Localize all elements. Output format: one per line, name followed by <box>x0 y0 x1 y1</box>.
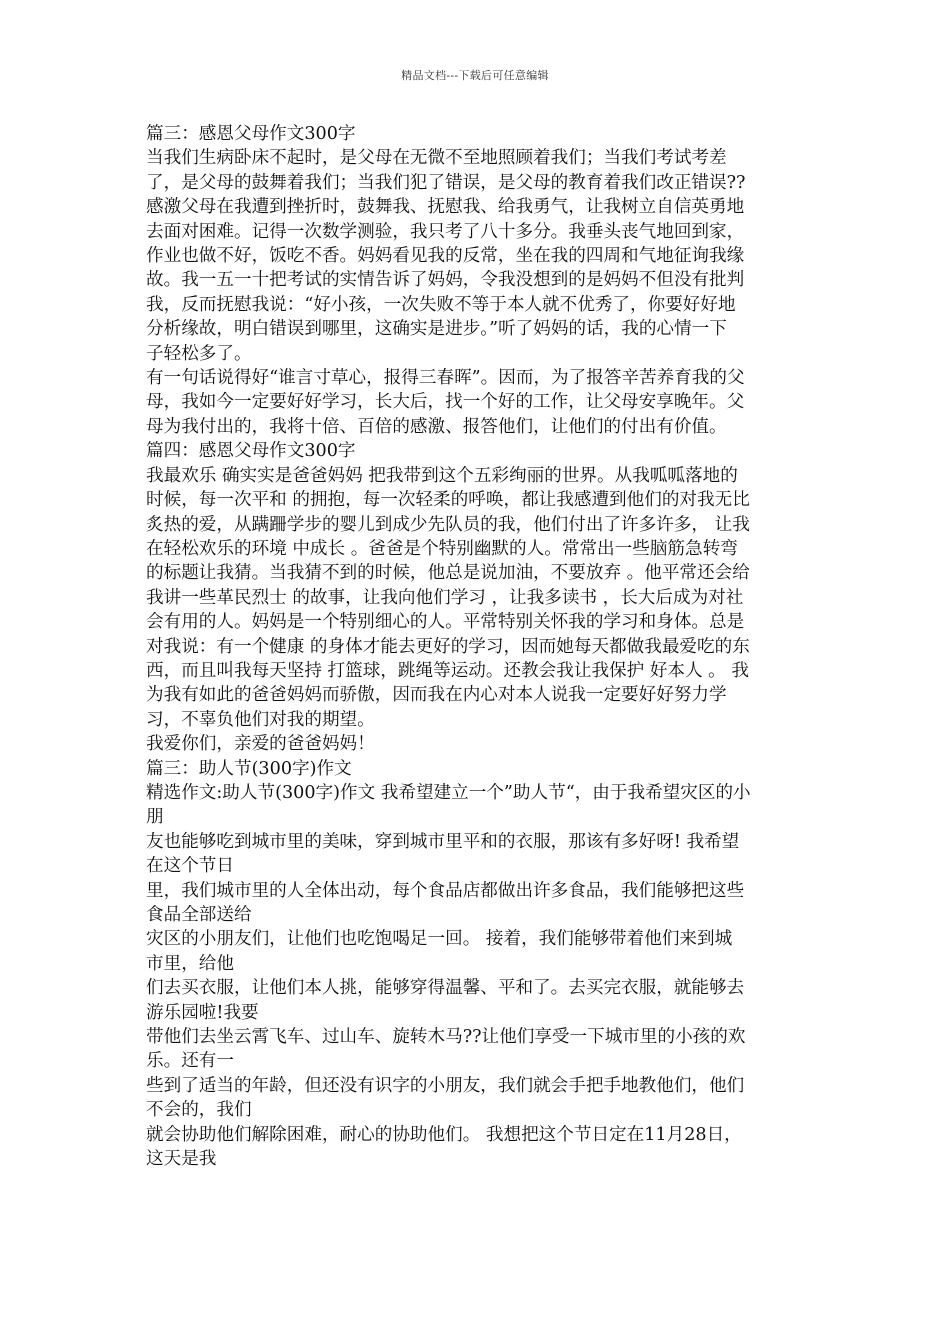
text-line: 子轻松多了。 <box>146 343 252 364</box>
text-line: 些到了适当的年龄，但还没有识字的小朋友，我们就会手把手地教他们，他们 <box>146 1075 745 1096</box>
text-line: 的标题让我猜。当我猜不到的时候，他总是说加油，不要放弃 。他平常还会给 <box>146 563 750 584</box>
text-line: 为我有如此的爸爸妈妈而骄傲，因而我在内心对本人说我一定要好好努力学 <box>146 685 727 706</box>
text-line: 时候，每一次平和 的拥抱，每一次轻柔的呼唤，都让我感遭到他们的对我无比 <box>146 490 750 511</box>
text-line: 精选作文:助人节(300字)作文 我希望建立一个”助人节“，由于我希望灾区的小 <box>146 782 751 803</box>
page-header: 精品文档---下载后可任意编辑 <box>401 69 549 82</box>
text-line: 食品全部送给 <box>146 905 252 925</box>
text-line: 游乐园啦!我要 <box>146 1002 259 1023</box>
text-line: 乐。还有一 <box>146 1051 234 1072</box>
text-line: 母，我如今一定要好好学习，长大后，找一个好的工作，让父母安享晚年。父 <box>146 392 745 413</box>
text-line: 我最欢乐 确实实是爸爸妈妈 把我带到这个五彩绚丽的世界。从我呱呱落地的 <box>146 465 738 486</box>
text-line: 在轻松欢乐的环境 中成长 。爸爸是个特别幽默的人。常常出一些脑筋急转弯 <box>146 538 738 559</box>
text-line: 我爱你们，亲爱的爸爸妈妈！ <box>146 734 375 755</box>
text-line: 友也能够吃到城市里的美味，穿到城市里平和的衣服，那该有多好呀! 我希望 <box>146 831 740 852</box>
text-line: 会有用的人。妈妈是一个特别细心的人。平常特别关怀我的学习和身体。总是 <box>146 612 745 633</box>
text-line: 我，反而抚慰我说：“好小孩，一次失败不等于本人就不优秀了，你要好好地 <box>146 294 736 315</box>
text-line: 对我说：有一个健康 的身体才能去更好的学习，因而她每天都做我最爱吃的东 <box>146 636 750 657</box>
text-line: 带他们去坐云霄飞车、过山车、旋转木马??让他们享受一下城市里的小孩的欢 <box>146 1027 746 1048</box>
text-line: 灾区的小朋友们，让他们也吃饱喝足一回。 接着，我们能够带着他们来到城 <box>146 929 733 950</box>
text-line: 去面对困难。记得一次数学测验，我只考了八十多分。我垂头丧气地回到家， <box>146 221 745 242</box>
text-line: 分析缘故，明白错误到哪里，这确实是进步。”听了妈妈的话，我的心情一下 <box>146 319 727 340</box>
heading-essay-4: 篇四：感恩父母作文300字 <box>146 441 356 462</box>
text-line: 了，是父母的鼓舞着我们；当我们犯了错误，是父母的教育着我们改正错误?? <box>146 172 746 193</box>
text-line: 在这个节日 <box>146 856 234 877</box>
heading-essay-3: 篇三：感恩父母作文300字 <box>146 124 356 144</box>
text-line: 故。我一五一十把考试的实情告诉了妈妈，令我没想到的是妈妈不但没有批判 <box>146 270 745 291</box>
text-line: 就会协助他们解除困难，耐心的协助他们。 我想把这个节日定在11月28日， <box>146 1124 742 1145</box>
text-line: 里，我们城市里的人全体出动，每个食品店都做出许多食品，我们能够把这些 <box>146 880 745 901</box>
text-line: 母为我付出的，我将十倍、百倍的感激、报答他们，让他们的付出有价值。 <box>146 416 727 437</box>
text-line: 朋 <box>146 807 164 828</box>
text-line: 不会的，我们 <box>146 1100 252 1121</box>
text-line: 习，不辜负他们对我的期望。 <box>146 709 375 730</box>
text-line: 有一句话说得好“谁言寸草心，报得三春晖”。因而，为了报答辛苦养育我的父 <box>146 368 745 389</box>
text-line: 们去买衣服，让他们本人挑，能够穿得温馨、平和了。去买完衣服，就能够去 <box>146 978 745 999</box>
text-line: 西，而且叫我每天坚持 打篮球，跳绳等运动。还教会我让我保护 好本人 。 我 <box>146 660 749 681</box>
text-line: 我讲一些革民烈士 的故事，让我向他们学习 ，让我多读书 ，长大后成为对社 <box>146 587 744 608</box>
document-body <box>146 122 806 1171</box>
text-line: 这天是我 <box>146 1149 217 1170</box>
text-line: 当我们生病卧床不起时，是父母在无微不至地照顾着我们；当我们考试考差 <box>146 148 727 169</box>
text-line: 炙热的爱，从蹒跚学步的婴儿到成少先队员的我，他们付出了许多许多， 让我 <box>146 514 750 535</box>
text-line: 感激父母在我遭到挫折时，鼓舞我、抚慰我、给我勇气，让我树立自信英勇地 <box>146 197 745 218</box>
text-line: 市里，给他 <box>146 953 234 974</box>
heading-essay-helper-day: 篇三：助人节(300字)作文 <box>146 758 352 779</box>
text-line: 作业也做不好，饭吃不香。妈妈看见我的反常，坐在我的四周和气地征询我缘 <box>146 246 745 267</box>
